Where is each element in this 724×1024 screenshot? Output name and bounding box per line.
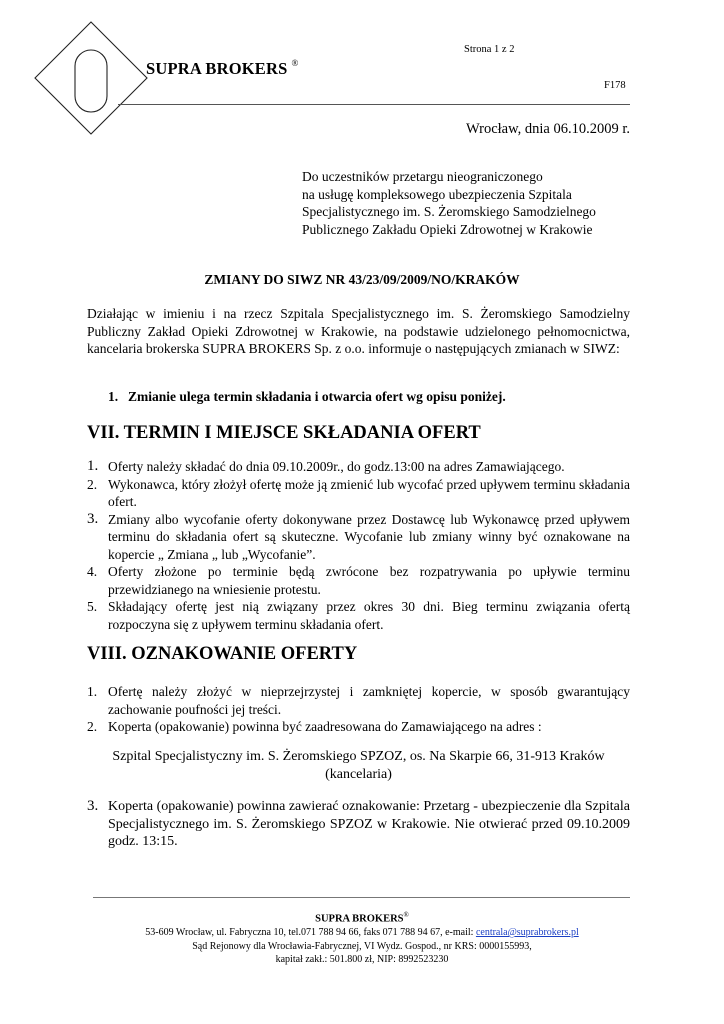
section-7-heading: VII. TERMIN I MIEJSCE SKŁADANIA OFERT [87,423,481,443]
footer-email-link[interactable]: centrala@suprabrokers.pl [475,927,579,938]
list-item: 4. Oferty złożone po terminie będą zwrócone bez rozpatrywania po upływie terminu przewidzianego na wniesienie protestu. [87,564,630,597]
hospital-address [87,748,630,784]
footer-address-line: 53-609 Wrocław, ul. Fabryczna 10, tel.071 788 94 66, faks 071 788 94 67, e-mail: centrala@suprabrokers.pl [145,927,579,938]
list-item: 5. Składający ofertę jest nią związany przez okres 30 dni. Bieg terminu związania ofertą rozpoczyna się z upływem terminu składania ofert. [87,599,630,632]
footer-court-line: Sąd Rejonowy dla Wrocławia-Fabrycznej, VI Wydz. Gospod., nr KRS: 0000155993, [192,940,532,952]
footer-company: SUPRA BROKERS® [315,911,409,925]
footer-divider [93,897,630,898]
document-title: ZMIANY DO SIWZ NR 43/23/09/2009/NO/KRAKÓW [204,272,520,287]
place-date: Wrocław, dnia 06.10.2009 r. [466,121,630,137]
section-8-list-continued [87,798,630,851]
list-item: 3. Zmiany albo wycofanie oferty dokonywane przez Dostawcę lub Wykonawcę przed upływem terminu do składania ofert są skuteczne. Wycofanie lub zmiany winny być oznakowane na kopercie „ Zmiana „ lub „Wycofanie”. [87,510,630,562]
header-divider [118,104,630,105]
addressee-line: Specjalistycznego im. S. Żeromskiego Samodzielnego [302,204,596,219]
list-item: 1. Ofertę należy złożyć w nieprzejrzystej i zamkniętej kopercie, w sposób gwarantujący zachowanie poufności jej treści. [87,684,630,717]
hospital-address-line: Szpital Specjalistyczny im. S. Żeromskiego SPZOZ, os. Na Skarpie 66, 31-913 Kraków [112,749,605,764]
footer [0,909,724,967]
hospital-address-note: (kancelaria) [325,767,392,782]
section-8-heading: VIII. OZNAKOWANIE OFERTY [87,644,358,664]
form-code: F178 [604,80,626,91]
change-item-number: 1. [108,389,119,404]
change-item [108,389,506,405]
footer-registered-mark: ® [403,911,409,919]
list-item: 2. Koperta (opakowanie) powinna być zaadresowana do Zamawiającego na adres : [87,719,542,734]
addressee-block [302,168,596,238]
section-7-list [87,458,630,633]
section-8-list [87,683,630,736]
brand-name: SUPRA BROKERS ® [146,58,299,78]
addressee-line: Do uczestników przetargu nieograniczonego [302,169,543,184]
list-item: 1. Oferty należy składać do dnia 09.10.2009r., do godz.13:00 na adres Zamawiającego. [87,458,565,474]
diamond-oval-logo-icon [33,20,149,136]
addressee-line: na usługę kompleksowego ubezpieczenia Szpitala [302,186,572,202]
page-indicator: Strona 1 z 2 [464,44,515,55]
addressee-line: Publicznego Zakładu Opieki Zdrowotnej w Krakowie [302,221,593,237]
change-item-text: Zmianie ulega termin składania i otwarcia ofert wg opisu poniżej. [128,389,506,404]
footer-capital-line: kapitał zakł.: 501.800 zł, NIP: 8992523230 [275,954,449,965]
list-item: 2. Wykonawca, który złożył ofertę może ją zmienić lub wycofać przed upływem terminu składania ofert. [87,476,630,509]
registered-mark: ® [291,58,299,68]
intro-paragraph: Działając w imieniu i na rzecz Szpitala Specjalistycznego im. S. Żeromskiego Samodzielny Publiczny Zakład Opieki Zdrowotnej w Krakowie, na podstawie udzielonego pełnomocnictwa, kancelaria brokerska SUPRA BROKERS Sp. z o.o. informuje o następujących zmianach w SIWZ: [87,306,630,356]
list-item: 3. Koperta (opakowanie) powinna zawierać oznakowanie: Przetarg - ubezpieczenie dla Szpitala Specjalistycznego im. S. Żeromskiego SPZOZ w Krakowie. Nie otwierać przed 09.10.2009 godz. 13:15. [87,798,630,849]
